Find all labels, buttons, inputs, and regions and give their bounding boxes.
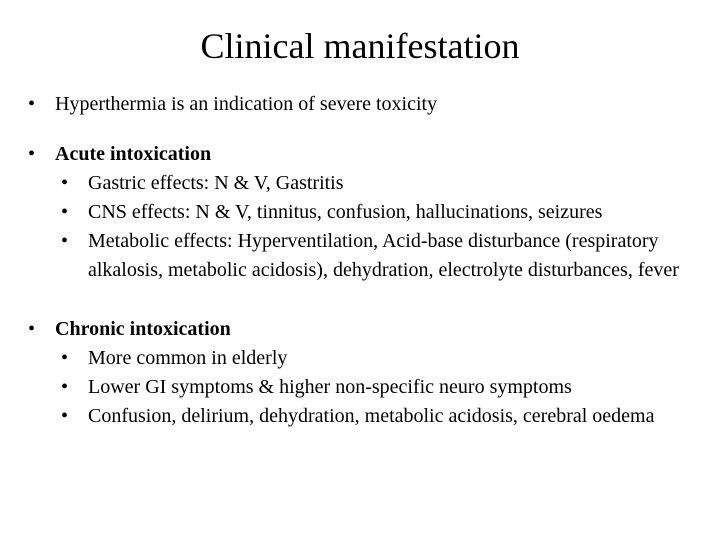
bullet-dot: • bbox=[61, 230, 69, 252]
slide-title: Clinical manifestation bbox=[200, 26, 520, 66]
subbullet-cns-effects bbox=[28, 198, 698, 227]
subbullet-elderly bbox=[28, 344, 698, 373]
bullet-dot: • bbox=[61, 347, 69, 369]
bullet-dot: • bbox=[28, 318, 36, 340]
subbullet-metabolic-effects bbox=[28, 227, 698, 285]
subbullet-gastric-effects bbox=[28, 169, 698, 198]
bullet-dot: • bbox=[61, 201, 69, 223]
bullet-dot: • bbox=[28, 93, 36, 115]
bullet-dot: • bbox=[61, 405, 69, 427]
bullet-chronic-intoxication bbox=[28, 315, 698, 344]
bullet-dot: • bbox=[61, 172, 69, 194]
subbullet-text: Lower GI symptoms & higher non-specific neuro symptoms bbox=[88, 376, 572, 398]
subbullet-lower-gi bbox=[28, 373, 698, 402]
chronic-subitems bbox=[28, 344, 698, 431]
subbullet-text: CNS effects: N & V, tinnitus, confusion, hallucinations, seizures bbox=[88, 201, 603, 223]
subbullet-text: Metabolic effects: Hyperventilation, Acid-base disturbance (respiratory alkalosis, metabolic acidosis), dehydration, electrolyte disturbances, fever bbox=[88, 230, 679, 281]
slide-body bbox=[28, 90, 698, 431]
bullet-heading: Acute intoxication bbox=[55, 143, 212, 165]
bullet-text: Hyperthermia is an indication of severe toxicity bbox=[55, 93, 438, 115]
acute-subitems bbox=[28, 169, 698, 285]
bullet-acute-intoxication bbox=[28, 140, 698, 169]
subbullet-text: Confusion, delirium, dehydration, metabolic acidosis, cerebral oedema bbox=[88, 405, 655, 427]
bullet-dot: • bbox=[28, 143, 36, 165]
subbullet-text: Gastric effects: N & V, Gastritis bbox=[88, 172, 344, 194]
subbullet-confusion bbox=[28, 402, 698, 431]
bullet-dot: • bbox=[61, 376, 69, 398]
bullet-heading: Chronic intoxication bbox=[55, 318, 231, 340]
bullet-hyperthermia bbox=[28, 90, 698, 119]
subbullet-text: More common in elderly bbox=[88, 347, 288, 369]
